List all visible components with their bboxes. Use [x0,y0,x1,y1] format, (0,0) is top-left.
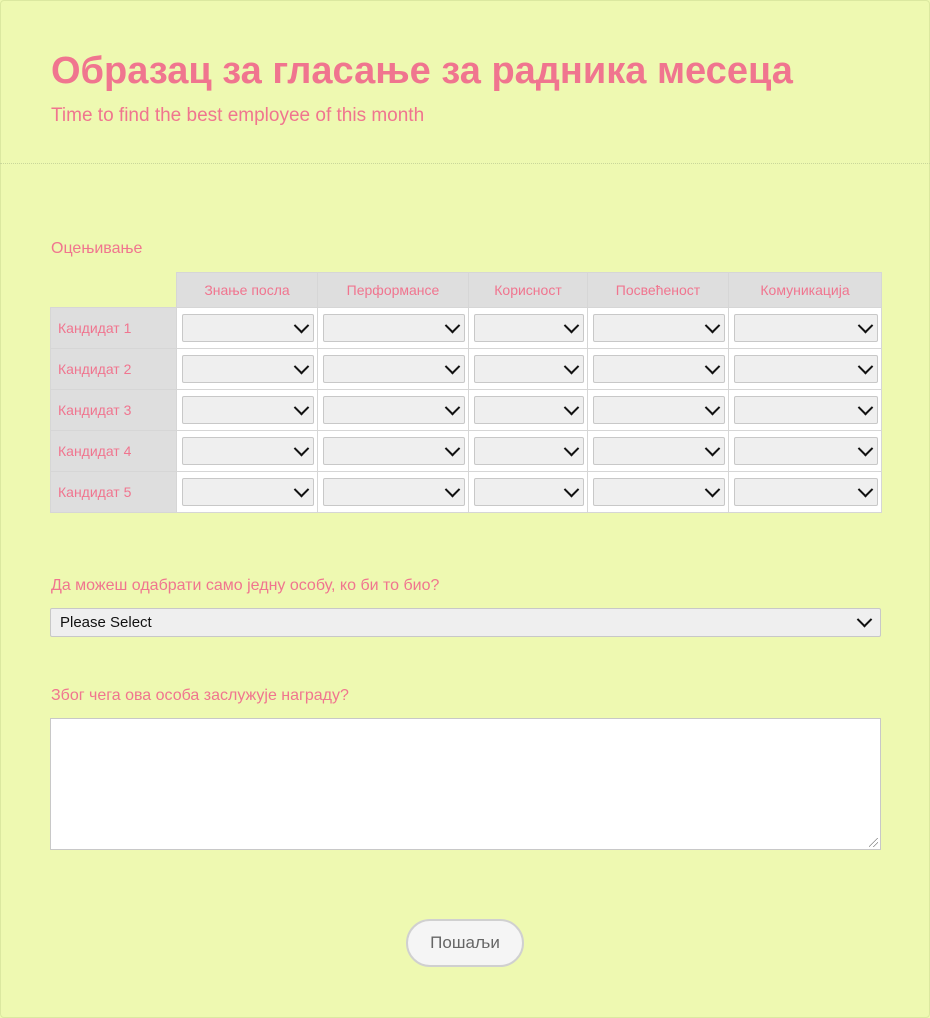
reason-textarea[interactable] [50,718,881,850]
rating-select[interactable] [734,396,878,424]
chevron-down-icon [857,612,873,628]
column-header: Перформансе [318,273,469,308]
rating-label: Оцењивање [51,240,143,257]
chevron-down-icon [858,399,874,415]
chevron-down-icon [858,440,874,456]
chevron-down-icon [445,358,461,374]
chevron-down-icon [564,481,580,497]
resize-grip-icon[interactable] [869,838,878,847]
chevron-down-icon [705,358,721,374]
chevron-down-icon [445,399,461,415]
page-subtitle: Time to find the best employee of this month [51,105,425,126]
chevron-down-icon [564,317,580,333]
rating-select[interactable] [734,355,878,383]
rating-select[interactable] [182,478,314,506]
chevron-down-icon [445,481,461,497]
chevron-down-icon [564,399,580,415]
chevron-down-icon [564,358,580,374]
rating-select[interactable] [593,396,725,424]
rating-select[interactable] [182,396,314,424]
rating-select[interactable] [734,314,878,342]
chevron-down-icon [705,317,721,333]
chevron-down-icon [705,481,721,497]
rating-select[interactable] [593,478,725,506]
chevron-down-icon [858,317,874,333]
rating-select[interactable] [474,314,584,342]
rating-select[interactable] [182,437,314,465]
column-header: Посвећеност [588,273,729,308]
row-label: Кандидат 4 [51,431,177,472]
rating-select[interactable] [182,355,314,383]
chevron-down-icon [564,440,580,456]
chevron-down-icon [294,440,310,456]
page-title: Образац за гласање за радника месеца [51,50,793,92]
chevron-down-icon [705,399,721,415]
column-header: Комуникација [729,273,882,308]
matrix-header-row [51,273,882,308]
chevron-down-icon [858,481,874,497]
chevron-down-icon [294,317,310,333]
rating-select[interactable] [323,314,465,342]
choose-one-label: Да можеш одабрати само једну особу, ко би то био? [51,577,440,594]
rating-select[interactable] [323,478,465,506]
matrix-row [51,349,882,390]
chevron-down-icon [705,440,721,456]
chevron-down-icon [294,481,310,497]
submit-button[interactable]: Пошаљи [406,919,524,967]
choose-one-selected-value: Please Select [60,614,152,631]
row-label: Кандидат 5 [51,472,177,513]
chevron-down-icon [294,358,310,374]
row-label: Кандидат 1 [51,308,177,349]
rating-select[interactable] [182,314,314,342]
rating-select[interactable] [474,437,584,465]
chevron-down-icon [294,399,310,415]
rating-select[interactable] [593,355,725,383]
column-header: Знање посла [177,273,318,308]
chevron-down-icon [445,440,461,456]
matrix-row [51,472,882,513]
rating-select[interactable] [323,437,465,465]
chevron-down-icon [858,358,874,374]
rating-select[interactable] [474,355,584,383]
column-header: Корисност [469,273,588,308]
rating-select[interactable] [734,478,878,506]
row-label: Кандидат 2 [51,349,177,390]
matrix-row [51,390,882,431]
header-divider [0,163,930,164]
choose-one-select[interactable] [50,608,881,637]
reason-label: Због чега ова особа заслужује награду? [51,687,349,704]
rating-select[interactable] [474,396,584,424]
matrix-corner [51,273,177,308]
matrix-row [51,431,882,472]
chevron-down-icon [445,317,461,333]
rating-select[interactable] [474,478,584,506]
matrix-row [51,308,882,349]
rating-select[interactable] [323,396,465,424]
rating-select[interactable] [593,437,725,465]
rating-select[interactable] [323,355,465,383]
rating-select[interactable] [593,314,725,342]
rating-select[interactable] [734,437,878,465]
row-label: Кандидат 3 [51,390,177,431]
rating-matrix [50,272,882,513]
